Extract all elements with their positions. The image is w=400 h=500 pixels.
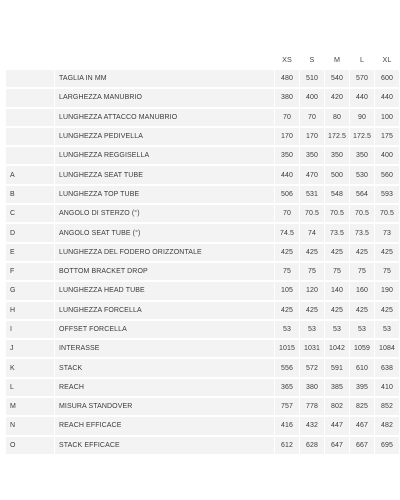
table-row bbox=[6, 128, 399, 145]
row-value-m: 385 bbox=[325, 379, 349, 396]
row-letter: A bbox=[6, 166, 54, 183]
row-value-l: 395 bbox=[350, 379, 374, 396]
row-value-l: 70.5 bbox=[350, 205, 374, 222]
row-letter: O bbox=[6, 437, 54, 454]
header-spacer-letter bbox=[6, 50, 54, 68]
row-value-xl: 638 bbox=[375, 359, 399, 376]
geometry-table-body bbox=[6, 70, 399, 454]
row-value-m: 802 bbox=[325, 398, 349, 415]
size-header-row bbox=[6, 50, 399, 68]
row-value-s: 778 bbox=[300, 398, 324, 415]
row-value-xs: 757 bbox=[275, 398, 299, 415]
row-value-xl: 175 bbox=[375, 128, 399, 145]
row-value-l: 825 bbox=[350, 398, 374, 415]
row-letter bbox=[6, 70, 54, 87]
row-value-l: 160 bbox=[350, 282, 374, 299]
row-letter bbox=[6, 147, 54, 164]
row-value-s: 70 bbox=[300, 109, 324, 126]
row-value-m: 500 bbox=[325, 166, 349, 183]
row-value-xs: 350 bbox=[275, 147, 299, 164]
size-header-s: S bbox=[309, 54, 315, 64]
row-value-l: 425 bbox=[350, 302, 374, 319]
geometry-table bbox=[5, 48, 400, 456]
row-value-xs: 70 bbox=[275, 109, 299, 126]
table-row bbox=[6, 417, 399, 434]
row-parameter-name: OFFSET FORCELLA bbox=[55, 321, 274, 338]
row-value-s: 572 bbox=[300, 359, 324, 376]
row-value-xs: 480 bbox=[275, 70, 299, 87]
row-value-s: 470 bbox=[300, 166, 324, 183]
row-value-xl: 600 bbox=[375, 70, 399, 87]
table-row bbox=[6, 70, 399, 87]
table-row bbox=[6, 282, 399, 299]
table-row bbox=[6, 321, 399, 338]
row-value-m: 420 bbox=[325, 89, 349, 106]
size-header-xs: XS bbox=[282, 54, 292, 64]
row-parameter-name: ANGOLO SEAT TUBE (°) bbox=[55, 224, 274, 241]
row-value-l: 53 bbox=[350, 321, 374, 338]
row-value-s: 1031 bbox=[300, 340, 324, 357]
row-letter: H bbox=[6, 302, 54, 319]
row-parameter-name: MISURA STANDOVER bbox=[55, 398, 274, 415]
row-value-s: 75 bbox=[300, 263, 324, 280]
row-value-l: 1059 bbox=[350, 340, 374, 357]
row-value-m: 53 bbox=[325, 321, 349, 338]
row-letter: F bbox=[6, 263, 54, 280]
row-value-s: 531 bbox=[300, 186, 324, 203]
row-value-l: 425 bbox=[350, 244, 374, 261]
row-value-xl: 53 bbox=[375, 321, 399, 338]
row-value-s: 120 bbox=[300, 282, 324, 299]
row-value-m: 647 bbox=[325, 437, 349, 454]
table-row bbox=[6, 166, 399, 183]
row-value-l: 440 bbox=[350, 89, 374, 106]
row-value-l: 75 bbox=[350, 263, 374, 280]
row-value-l: 667 bbox=[350, 437, 374, 454]
table-row bbox=[6, 109, 399, 126]
row-parameter-name: REACH EFFICACE bbox=[55, 417, 274, 434]
row-value-m: 1042 bbox=[325, 340, 349, 357]
row-value-xs: 74.5 bbox=[275, 224, 299, 241]
row-value-m: 591 bbox=[325, 359, 349, 376]
row-parameter-name: BOTTOM BRACKET DROP bbox=[55, 263, 274, 280]
size-header-xl: XL bbox=[382, 54, 392, 64]
row-value-s: 74 bbox=[300, 224, 324, 241]
row-value-xs: 70 bbox=[275, 205, 299, 222]
row-value-s: 628 bbox=[300, 437, 324, 454]
row-value-m: 73.5 bbox=[325, 224, 349, 241]
row-value-xl: 695 bbox=[375, 437, 399, 454]
row-value-xl: 593 bbox=[375, 186, 399, 203]
row-value-m: 70.5 bbox=[325, 205, 349, 222]
table-row bbox=[6, 186, 399, 203]
row-value-m: 425 bbox=[325, 244, 349, 261]
row-value-l: 73.5 bbox=[350, 224, 374, 241]
row-value-xs: 556 bbox=[275, 359, 299, 376]
row-parameter-name: INTERASSE bbox=[55, 340, 274, 357]
row-value-m: 548 bbox=[325, 186, 349, 203]
table-row bbox=[6, 224, 399, 241]
row-value-xs: 425 bbox=[275, 302, 299, 319]
row-letter bbox=[6, 109, 54, 126]
row-letter: E bbox=[6, 244, 54, 261]
row-value-l: 530 bbox=[350, 166, 374, 183]
row-letter: C bbox=[6, 205, 54, 222]
row-value-s: 380 bbox=[300, 379, 324, 396]
row-letter bbox=[6, 89, 54, 106]
size-header-m: M bbox=[333, 54, 341, 64]
row-value-xs: 612 bbox=[275, 437, 299, 454]
row-value-xl: 482 bbox=[375, 417, 399, 434]
row-value-xl: 100 bbox=[375, 109, 399, 126]
row-letter: N bbox=[6, 417, 54, 434]
row-letter: G bbox=[6, 282, 54, 299]
row-value-xl: 73 bbox=[375, 224, 399, 241]
row-value-xl: 400 bbox=[375, 147, 399, 164]
table-row bbox=[6, 147, 399, 164]
row-value-s: 425 bbox=[300, 244, 324, 261]
row-value-m: 140 bbox=[325, 282, 349, 299]
row-value-l: 570 bbox=[350, 70, 374, 87]
row-parameter-name: LUNGHEZZA PEDIVELLA bbox=[55, 128, 274, 145]
row-value-m: 425 bbox=[325, 302, 349, 319]
row-value-l: 564 bbox=[350, 186, 374, 203]
row-parameter-name: LUNGHEZZA SEAT TUBE bbox=[55, 166, 274, 183]
row-letter: D bbox=[6, 224, 54, 241]
row-value-m: 447 bbox=[325, 417, 349, 434]
row-parameter-name: REACH bbox=[55, 379, 274, 396]
row-letter: M bbox=[6, 398, 54, 415]
row-value-xs: 440 bbox=[275, 166, 299, 183]
row-value-xl: 440 bbox=[375, 89, 399, 106]
table-row bbox=[6, 398, 399, 415]
table-row bbox=[6, 263, 399, 280]
table-row bbox=[6, 302, 399, 319]
table-row bbox=[6, 244, 399, 261]
row-value-l: 350 bbox=[350, 147, 374, 164]
row-value-s: 400 bbox=[300, 89, 324, 106]
row-value-xs: 105 bbox=[275, 282, 299, 299]
row-letter: I bbox=[6, 321, 54, 338]
row-value-xs: 170 bbox=[275, 128, 299, 145]
size-header-l: L bbox=[359, 54, 365, 64]
row-value-xs: 75 bbox=[275, 263, 299, 280]
table-row bbox=[6, 89, 399, 106]
row-value-xl: 560 bbox=[375, 166, 399, 183]
table-row bbox=[6, 379, 399, 396]
row-value-s: 510 bbox=[300, 70, 324, 87]
row-value-s: 432 bbox=[300, 417, 324, 434]
row-value-m: 350 bbox=[325, 147, 349, 164]
row-value-s: 350 bbox=[300, 147, 324, 164]
row-parameter-name: LUNGHEZZA DEL FODERO ORIZZONTALE bbox=[55, 244, 274, 261]
row-parameter-name: STACK EFFICACE bbox=[55, 437, 274, 454]
row-letter: J bbox=[6, 340, 54, 357]
row-value-xs: 365 bbox=[275, 379, 299, 396]
row-parameter-name: TAGLIA IN MM bbox=[55, 70, 274, 87]
row-value-m: 540 bbox=[325, 70, 349, 87]
row-value-xs: 506 bbox=[275, 186, 299, 203]
row-value-m: 172.5 bbox=[325, 128, 349, 145]
row-value-s: 170 bbox=[300, 128, 324, 145]
row-letter: K bbox=[6, 359, 54, 376]
row-value-xl: 410 bbox=[375, 379, 399, 396]
row-parameter-name: LUNGHEZZA REGGISELLA bbox=[55, 147, 274, 164]
row-value-xs: 425 bbox=[275, 244, 299, 261]
row-value-l: 467 bbox=[350, 417, 374, 434]
row-value-xl: 1084 bbox=[375, 340, 399, 357]
table-row bbox=[6, 437, 399, 454]
row-value-xs: 1015 bbox=[275, 340, 299, 357]
row-parameter-name: LUNGHEZZA ATTACCO MANUBRIO bbox=[55, 109, 274, 126]
table-row bbox=[6, 359, 399, 376]
row-value-xl: 425 bbox=[375, 302, 399, 319]
row-value-xl: 852 bbox=[375, 398, 399, 415]
row-parameter-name: LUNGHEZZA FORCELLA bbox=[55, 302, 274, 319]
table-row bbox=[6, 205, 399, 222]
row-letter bbox=[6, 128, 54, 145]
row-parameter-name: LUNGHEZZA TOP TUBE bbox=[55, 186, 274, 203]
row-parameter-name: ANGOLO DI STERZO (°) bbox=[55, 205, 274, 222]
row-parameter-name: LARGHEZZA MANUBRIO bbox=[55, 89, 274, 106]
row-value-xl: 75 bbox=[375, 263, 399, 280]
table-row bbox=[6, 340, 399, 357]
row-value-m: 75 bbox=[325, 263, 349, 280]
row-value-s: 425 bbox=[300, 302, 324, 319]
row-value-xl: 190 bbox=[375, 282, 399, 299]
header-spacer-param bbox=[55, 50, 274, 68]
row-letter: B bbox=[6, 186, 54, 203]
row-letter: L bbox=[6, 379, 54, 396]
row-value-m: 80 bbox=[325, 109, 349, 126]
row-value-s: 53 bbox=[300, 321, 324, 338]
row-value-xs: 380 bbox=[275, 89, 299, 106]
row-parameter-name: LUNGHEZZA HEAD TUBE bbox=[55, 282, 274, 299]
row-value-xs: 53 bbox=[275, 321, 299, 338]
row-value-xs: 416 bbox=[275, 417, 299, 434]
row-value-l: 90 bbox=[350, 109, 374, 126]
row-value-xl: 70.5 bbox=[375, 205, 399, 222]
row-value-l: 172.5 bbox=[350, 128, 374, 145]
row-value-s: 70.5 bbox=[300, 205, 324, 222]
row-parameter-name: STACK bbox=[55, 359, 274, 376]
row-value-xl: 425 bbox=[375, 244, 399, 261]
row-value-l: 610 bbox=[350, 359, 374, 376]
